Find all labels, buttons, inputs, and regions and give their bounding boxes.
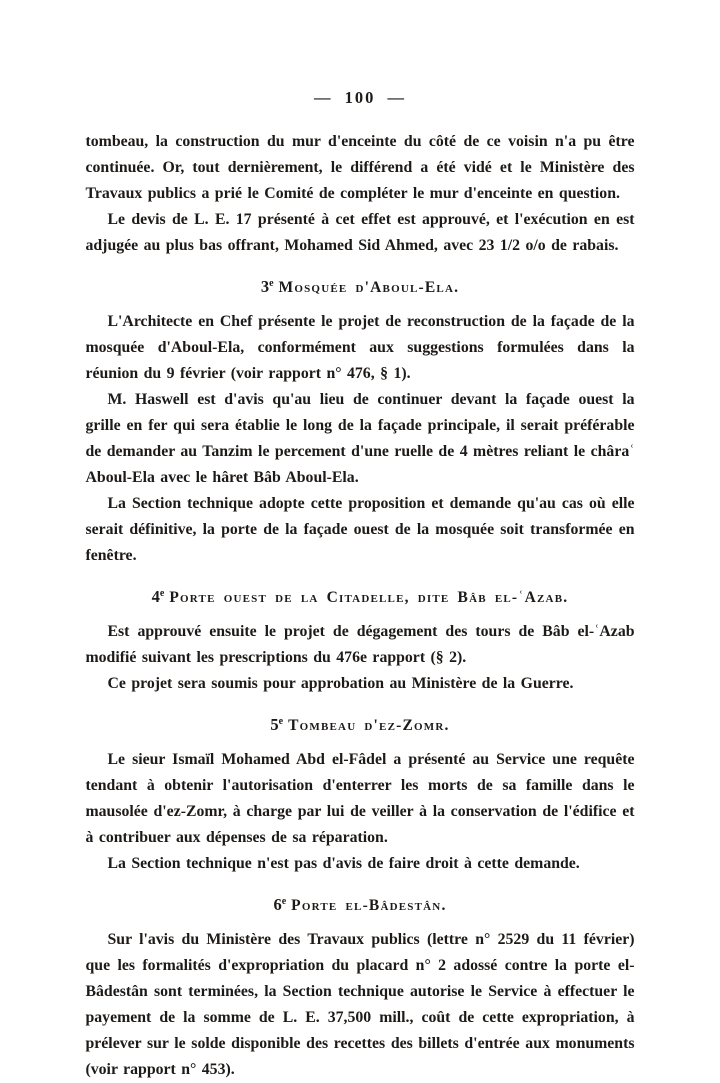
page-number: — 100 —	[314, 88, 406, 107]
section-heading	[86, 894, 635, 916]
paragraph: Le sieur Ismaïl Mohamed Abd el-Fâdel a présenté au Service une requête tendant à obtenir l'autorisation d'enterrer les morts de sa famille dans le mausolée d'ez-Zomr, à charge par lui de veiller à la conservation de l'édifice et à contribuer aux dépenses de sa réparation.	[85, 751, 635, 846]
paragraph: La Section technique adopte cette proposition et demande qu'au cas où elle serait définitive, la porte de la façade ouest de la mosquée soit transformée en fenêtre.	[85, 495, 635, 564]
section-title: Mosquée d'Aboul-Ela.	[278, 279, 460, 296]
paragraph: L'Architecte en Chef présente le projet de reconstruction de la façade de la mosquée d'Aboul-Ela, conformément aux suggestions formulées dans la réunion du 9 février (voir rapport n° 476, § 1).	[85, 313, 635, 382]
paragraph: M. Haswell est d'avis qu'au lieu de continuer devant la façade ouest la grille en fer qui sera établie le long de la façade principale, il serait préférable de demander au Tanzim le percement d'une ruelle de 4 mètres reliant le châraʿ Aboul-Ela avec le hâret Bâb Aboul-Ela.	[85, 391, 635, 486]
section-number-ordinal: e	[269, 277, 274, 289]
section-title: Porte ouest de la Citadelle, dite Bâb el-ʿAzab.	[169, 589, 569, 606]
section-number-ordinal: e	[278, 715, 284, 727]
paragraph: Ce projet sera soumis pour approbation au Ministère de la Guerre.	[107, 675, 574, 692]
section-number: 5	[270, 715, 279, 734]
section-title: Tombeau d'ez-Zomr.	[288, 717, 450, 734]
section-number: 3	[260, 277, 270, 296]
paragraph: tombeau, la construction du mur d'enceinte du côté de ce voisin n'a pu être continuée. Or, tout dernièrement, le différend a été vidé et le Ministère des Travaux publics a prié le Comité de compléter le mur d'enceinte en question.	[85, 133, 635, 202]
paragraph: La Section technique n'est pas d'avis de faire droit à cette demande.	[107, 855, 580, 872]
section-title: Porte el-Bâdestân.	[291, 897, 447, 914]
section-heading	[86, 276, 635, 298]
section-number: 6	[273, 895, 282, 914]
paragraph: Est approuvé ensuite le projet de dégagement des tours de Bâb el-ʿAzab modifié suivant les prescriptions du 476e rapport (§ 2).	[85, 623, 635, 666]
section-number-ordinal: e	[281, 895, 287, 907]
section-number: 4	[151, 587, 160, 606]
paragraph: Le devis de L. E. 17 présenté à cet effet est approuvé, et l'exécution en est adjugée au plus bas offrant, Mohamed Sid Ahmed, avec 23 1/2 o/o de rabais.	[85, 211, 635, 254]
section-number-ordinal: e	[159, 587, 165, 599]
section-heading	[86, 586, 635, 608]
page-content	[86, 129, 635, 1083]
section-heading	[86, 714, 635, 736]
paragraph: Sur l'avis du Ministère des Travaux publics (lettre n° 2529 du 11 février) que les formalités d'expropriation du placard n° 2 adossé contre la porte el-Bâdestân sont terminées, la Section technique autorise le Service à effectuer le payement de la somme de L. E. 37,500 mill., coût de cette expropriation, à prélever sur le solde disponible des recettes des billets d'entrée aux monuments (voir rapport n° 453).	[85, 931, 635, 1078]
